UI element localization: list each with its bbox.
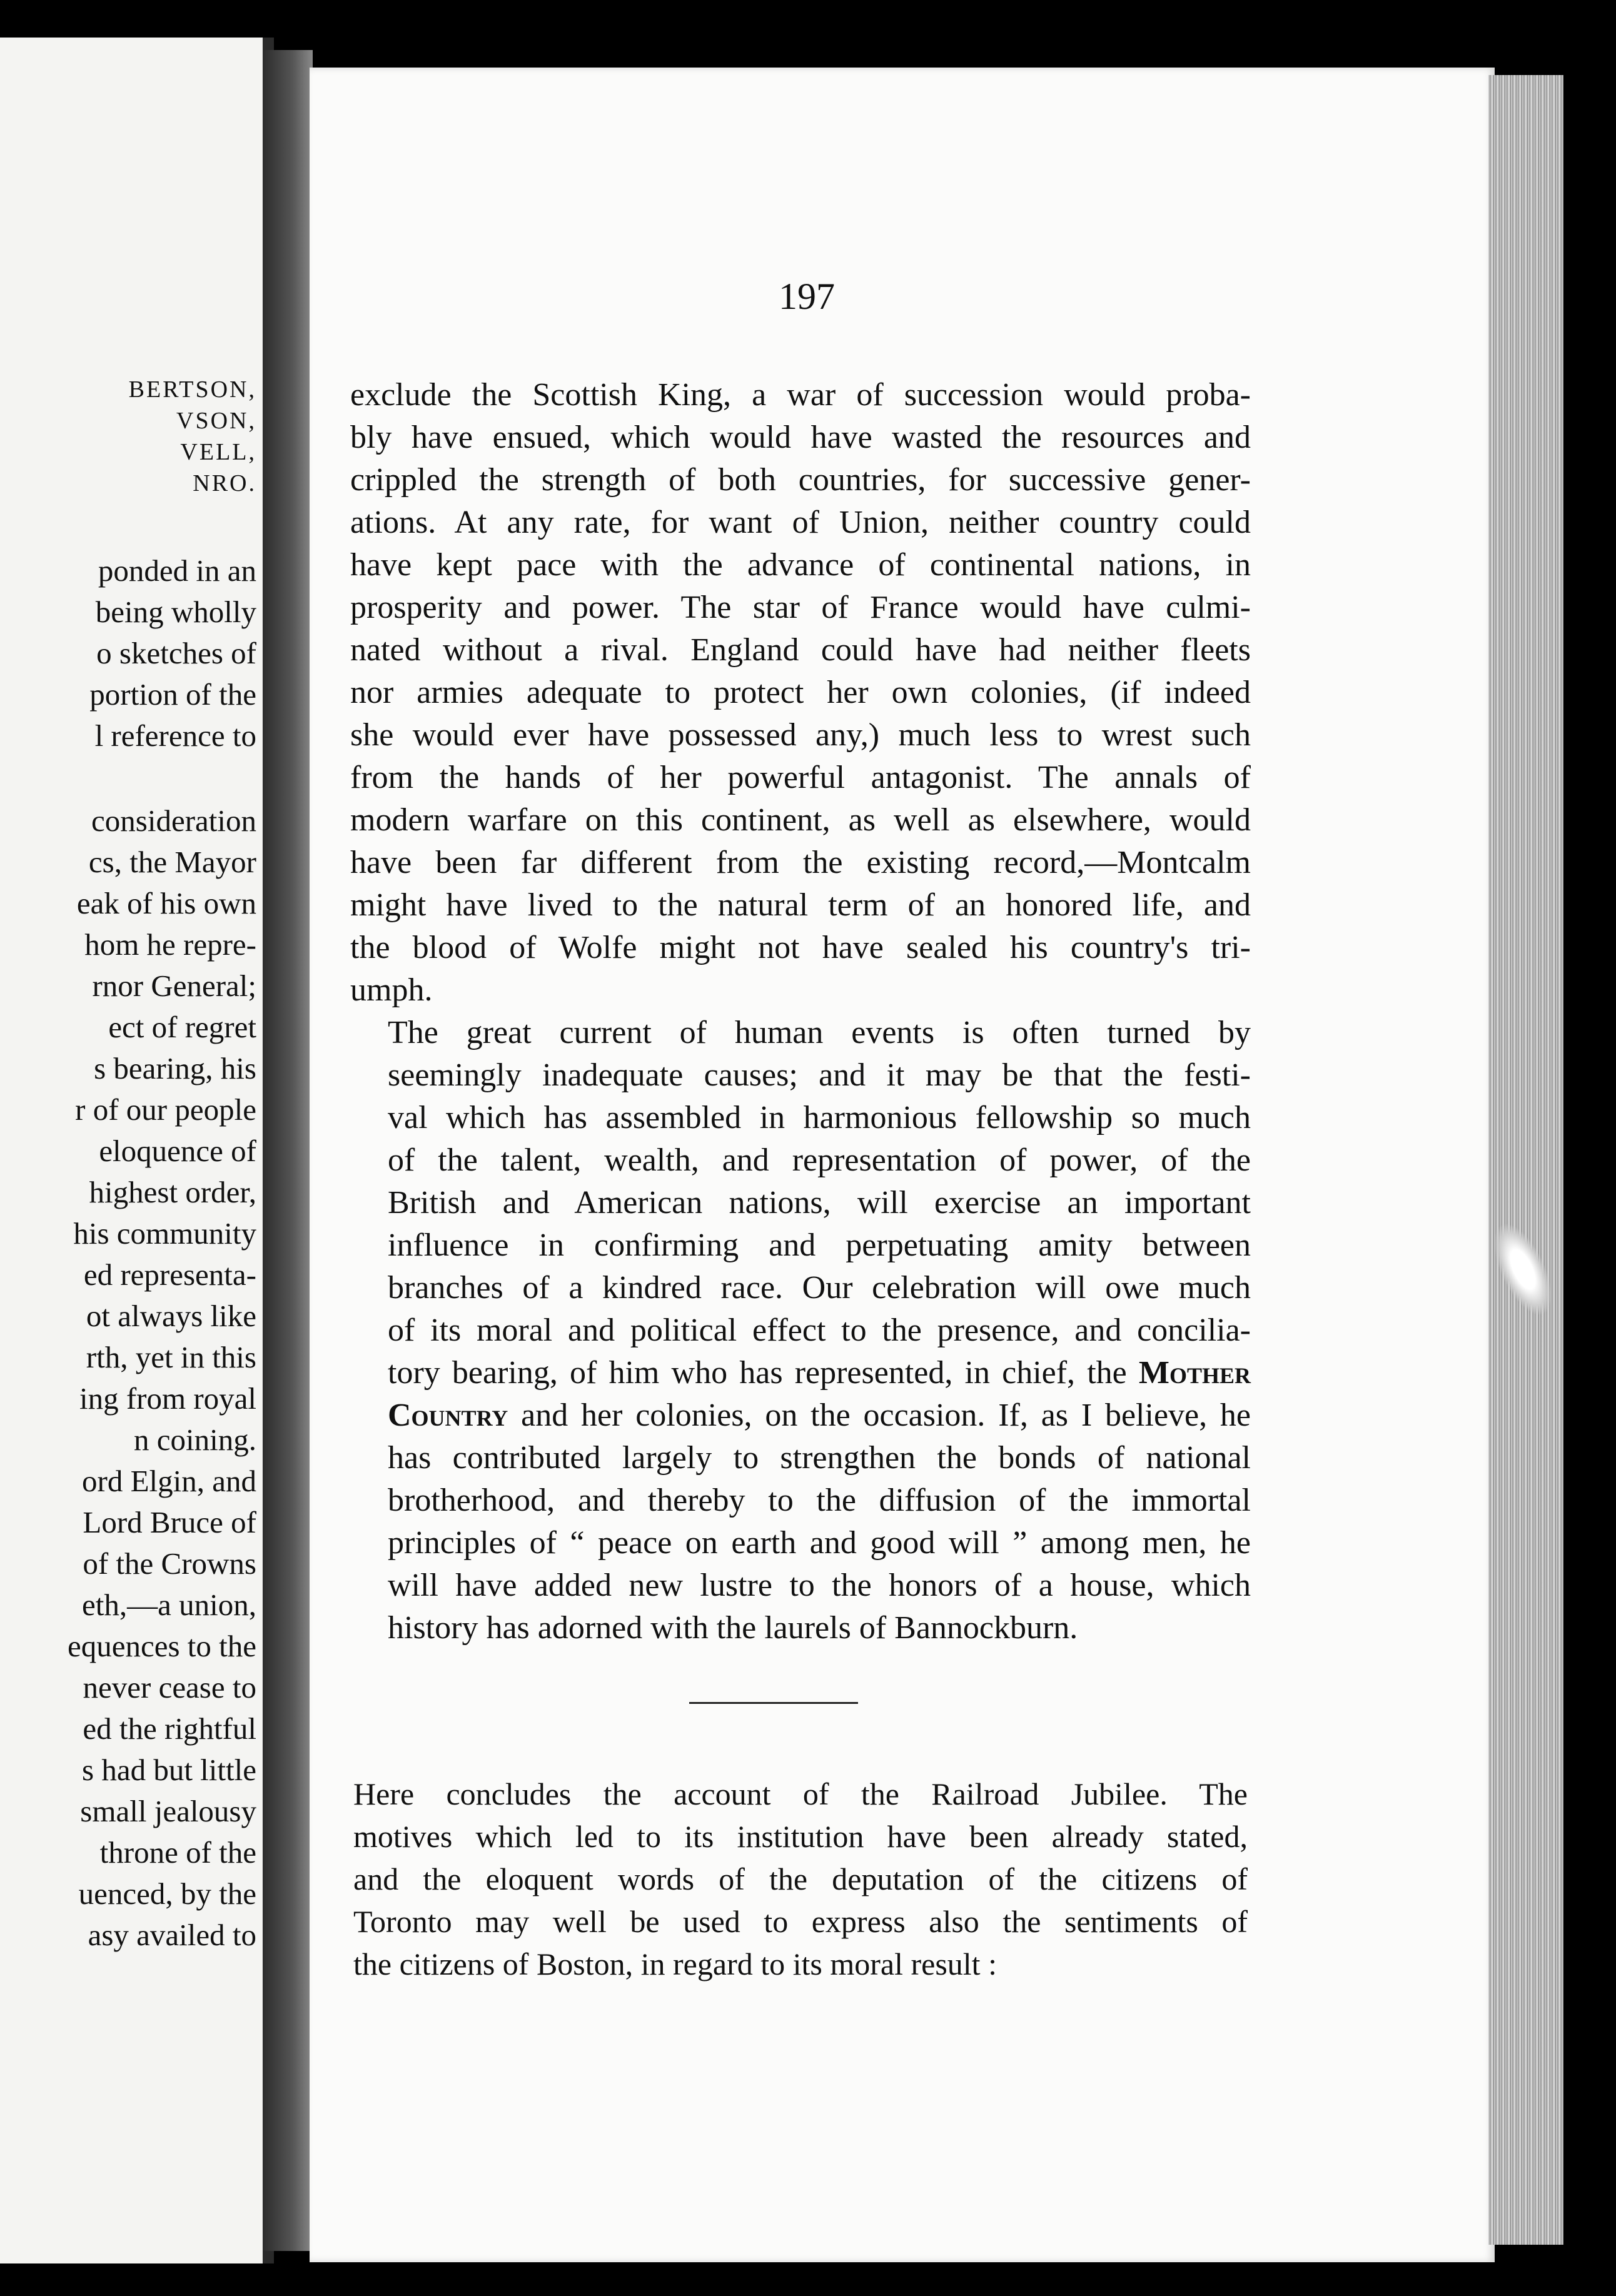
text-line: influence in confirming and perpetuating amity between (388, 1227, 1251, 1263)
paragraph-2 (350, 1012, 1251, 1649)
text-line: have kept pace with the advance of continental nations, in (350, 547, 1251, 583)
left-page-line: ed the rightful (83, 1711, 256, 1746)
section-divider (689, 1702, 858, 1704)
left-page-line: hom he repre- (84, 927, 256, 962)
text-line: exclude the Scottish King, a war of succession would proba- (350, 377, 1251, 413)
text-line: modern warfare on this continent, as well as elsewhere, would (350, 802, 1251, 838)
left-page-line: being wholly (95, 595, 256, 629)
left-page-line: never cease to (83, 1670, 256, 1704)
left-page-line: BERTSON, (128, 376, 256, 403)
small-caps-word: Country (388, 1397, 508, 1433)
left-page-line: eloquence of (99, 1134, 256, 1168)
text-line (350, 1394, 1251, 1437)
closing-paragraph (353, 1773, 1248, 1985)
left-page-line: eth,—a union, (82, 1588, 256, 1622)
text-fragment: tory bearing, of him who has represented, in chief, the (388, 1355, 1139, 1391)
text-line: British and American nations, will exercise an important (388, 1185, 1251, 1221)
left-page-line: portion of the (89, 677, 256, 712)
left-page-line: VSON, (176, 408, 256, 434)
left-page-line: ect of regret (108, 1010, 256, 1044)
left-page-line: small jealousy (80, 1794, 256, 1828)
left-page-line: asy availed to (88, 1918, 256, 1952)
left-page-line: equences to the (67, 1629, 256, 1663)
left-page-line: throne of the (99, 1835, 256, 1870)
page-number: 197 (779, 276, 835, 317)
text-fragment: and her colonies, on the occasion. If, as I believe, he (508, 1397, 1251, 1433)
text-line: will have added new lustre to the honors of a house, which (388, 1568, 1251, 1603)
text-line: history has adorned with the laurels of Bannockburn. (388, 1610, 1078, 1646)
text-line: val which has assembled in harmonious fellowship so much (388, 1100, 1251, 1135)
text-line: prosperity and power. The star of France would have culmi- (350, 590, 1251, 625)
left-page-line: Lord Bruce of (83, 1505, 256, 1539)
text-line: seemingly inadequate causes; and it may be that the festi- (388, 1057, 1251, 1093)
left-page-line: VELL, (180, 439, 256, 465)
left-page (0, 38, 274, 2263)
left-page-line: l reference to (94, 718, 256, 753)
text-line: brotherhood, and thereby to the diffusion of the immortal (388, 1483, 1251, 1518)
left-page-line: rth, yet in this (86, 1340, 256, 1374)
paragraph-1 (350, 374, 1251, 1012)
text-line: of its moral and political effect to the presence, and concilia- (388, 1312, 1251, 1348)
text-line: principles of “ peace on earth and good will ” among men, he (388, 1525, 1251, 1561)
text-line: ations. At any rate, for want of Union, neither country could (350, 505, 1251, 540)
left-page-line: ing from royal (79, 1381, 256, 1416)
page-edges (1488, 75, 1563, 2245)
left-page-line: o sketches of (96, 636, 256, 670)
left-page-line: ot always like (86, 1299, 256, 1333)
left-page-line: of the Crowns (83, 1546, 256, 1581)
text-line: umph. (350, 972, 433, 1008)
left-page-line: ponded in an (98, 553, 256, 588)
text-line: and the eloquent words of the deputation of the citizens of (353, 1861, 1248, 1896)
text-line: branches of a kindred race. Our celebration will owe much (388, 1270, 1251, 1306)
left-page-line: ed representa- (83, 1257, 256, 1292)
left-page-line: r of our people (75, 1092, 256, 1127)
left-page-line: uenced, by the (78, 1876, 256, 1911)
text-line: Toronto may well be used to express also the sentiments of (353, 1904, 1248, 1939)
text-line: Here concludes the account of the Railroad Jubilee. The (353, 1776, 1248, 1811)
text-line: have been far different from the existing record,—Montcalm (350, 845, 1251, 880)
book-gutter (263, 50, 313, 2251)
left-page-line: rnor General; (92, 969, 256, 1003)
text-line: might have lived to the natural term of an honored life, and (350, 887, 1251, 923)
left-page-line: NRO. (193, 470, 256, 496)
text-line: of the talent, wealth, and representation of power, of the (388, 1142, 1251, 1178)
small-caps-word: Mother (1138, 1355, 1251, 1391)
left-page-line: ord Elgin, and (82, 1464, 256, 1498)
text-line: The great current of human events is often turned by (388, 1015, 1251, 1050)
text-line: crippled the strength of both countries, for successive gener- (350, 462, 1251, 498)
left-page-line: eak of his own (76, 886, 256, 920)
text-line: bly have ensued, which would have wasted the resources and (350, 420, 1251, 455)
left-page-line: cs, the Mayor (88, 845, 256, 879)
left-page-line: n coining. (134, 1422, 256, 1457)
text-line: nor armies adequate to protect her own colonies, (if indeed (350, 675, 1251, 710)
text-line: motives which led to its institution have been already stated, (353, 1819, 1248, 1854)
left-page-line: consideration (91, 803, 256, 838)
left-page-line: s had but little (82, 1753, 256, 1787)
text-line: from the hands of her powerful antagonist. The annals of (350, 760, 1251, 795)
text-line: she would ever have possessed any,) much less to wrest such (350, 717, 1251, 753)
text-line: has contributed largely to strengthen the bonds of national (388, 1440, 1251, 1476)
text-line: the citizens of Boston, in regard to its moral result : (353, 1946, 997, 1981)
left-page-line: highest order, (89, 1175, 256, 1209)
text-line: nated without a rival. England could have had neither fleets (350, 632, 1251, 668)
main-text (350, 374, 1251, 1649)
text-line: the blood of Wolfe might not have sealed his country's tri- (350, 930, 1251, 965)
left-page-line: s bearing, his (94, 1051, 256, 1085)
left-page-line: his community (73, 1216, 256, 1251)
text-line (350, 1352, 1251, 1394)
